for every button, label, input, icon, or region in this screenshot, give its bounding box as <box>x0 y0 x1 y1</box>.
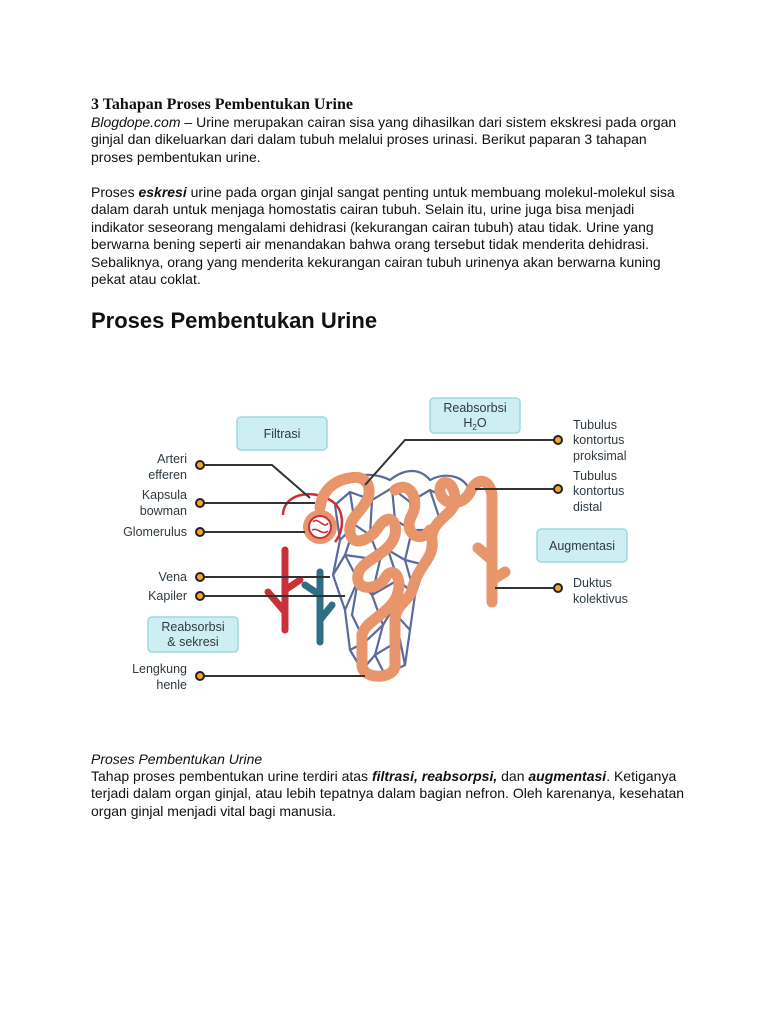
h2o-o: O <box>476 416 487 430</box>
p3-bold-2: augmentasi <box>528 768 607 784</box>
stages-paragraph <box>91 768 691 820</box>
dot-proksimal <box>554 436 562 444</box>
label-distal-3: distal <box>573 500 603 514</box>
p3-rest: . Ketiganya terjadi dalam organ ginjal, atau lebih tepatnya dalam bagian nefron. Oleh karenanya, kesehatan organ ginjal menjadi vital bagi manusia. <box>91 768 685 819</box>
p3-mid: dan <box>497 768 529 784</box>
label-distal-2: kontortus <box>573 484 625 498</box>
label-duktus-1: Duktus <box>573 576 612 590</box>
box-filtrasi <box>237 417 327 450</box>
label-lengkung-2: henle <box>156 678 187 692</box>
label-kapiler: Kapiler <box>148 589 187 603</box>
label-arteri-1: Arteri <box>157 452 187 466</box>
label-glomerulus: Glomerulus <box>123 525 187 539</box>
p2-start: Proses <box>91 184 139 200</box>
renal-vein <box>305 572 332 642</box>
h2o-sub: 2 <box>472 423 477 432</box>
section-heading: Proses Pembentukan Urine <box>91 308 378 333</box>
p3-start: Tahap proses pembentukan urine terdiri atas <box>91 768 372 784</box>
box-filtrasi-text: Filtrasi <box>263 427 301 441</box>
label-vena: Vena <box>158 570 187 584</box>
intro-text: – Urine merupakan cairan sisa yang dihasilkan dari sistem ekskresi pada organ ginjal dan dikeluarkan dari dalam tubuh melalui proses urinasi. Berikut paparan 3 tahapan proses pembentukan urine. <box>91 114 677 165</box>
label-kapsula-2: bowman <box>139 504 187 518</box>
dot-vena <box>196 573 204 581</box>
label-duktus-2: kolektivus <box>573 592 628 606</box>
h2o-h: H <box>463 416 473 430</box>
box-augmentasi-text: Augmentasi <box>548 539 616 553</box>
nephron-diagram <box>0 380 768 710</box>
dot-distal <box>554 485 562 493</box>
dot-lengkung <box>196 672 204 680</box>
box-reabsorbsi-h2o <box>430 398 520 433</box>
excretion-paragraph <box>91 184 691 288</box>
dot-arteri <box>196 461 204 469</box>
source-name: Blogdope.com <box>91 114 181 130</box>
label-proksimal-1: Tubulus <box>573 418 618 432</box>
label-proksimal-3: proksimal <box>573 449 627 463</box>
p2-bold-term: eskresi <box>138 184 187 200</box>
p3-bold-1: filtrasi, reabsorpsi, <box>371 768 498 784</box>
label-proksimal-2: kontortus <box>573 433 625 447</box>
label-distal-1: Tubulus <box>573 469 618 483</box>
box-rs-line1: Reabsorbsi <box>161 620 225 634</box>
label-lengkung-1: Lengkung <box>132 662 187 676</box>
label-arteri-2: efferen <box>148 468 187 482</box>
dot-glomerulus <box>196 528 204 536</box>
afferent-artery <box>268 550 300 630</box>
label-kapsula-1: Kapsula <box>141 488 187 502</box>
box-augmentasi <box>537 529 627 562</box>
dot-duktus <box>554 584 562 592</box>
box-reabsorbsi-sekresi <box>148 617 238 652</box>
collecting-duct <box>478 495 505 602</box>
figure-caption: Proses Pembentukan Urine <box>91 751 263 767</box>
intro-paragraph <box>91 114 691 166</box>
article-title: 3 Tahapan Proses Pembentukan Urine <box>91 96 353 113</box>
box-rs-line2: & sekresi <box>167 635 219 649</box>
box-reabsorbsi-text: Reabsorbsi <box>443 401 507 415</box>
dot-kapsula <box>196 499 204 507</box>
dot-kapiler <box>196 592 204 600</box>
glomerulus-capsule <box>283 494 342 544</box>
p2-text: urine pada organ ginjal sangat penting untuk membuang molekul-molekul sisa dalam darah untuk menjaga homostatis cairan tubuh. Selain itu, urine juga bisa menjadi indikator seseorang mengalami dehidrasi (kekurangan cairan tubuh) atau tidak. Urine yang berwarna bening seperti air menandakan bahwa orang tersebut tidak menderita dehidrasi. Sebaliknya, orang yang menderita kekurangan cairan tubuh urinenya akan berwarna kuning pekat atau coklat. <box>91 184 675 288</box>
